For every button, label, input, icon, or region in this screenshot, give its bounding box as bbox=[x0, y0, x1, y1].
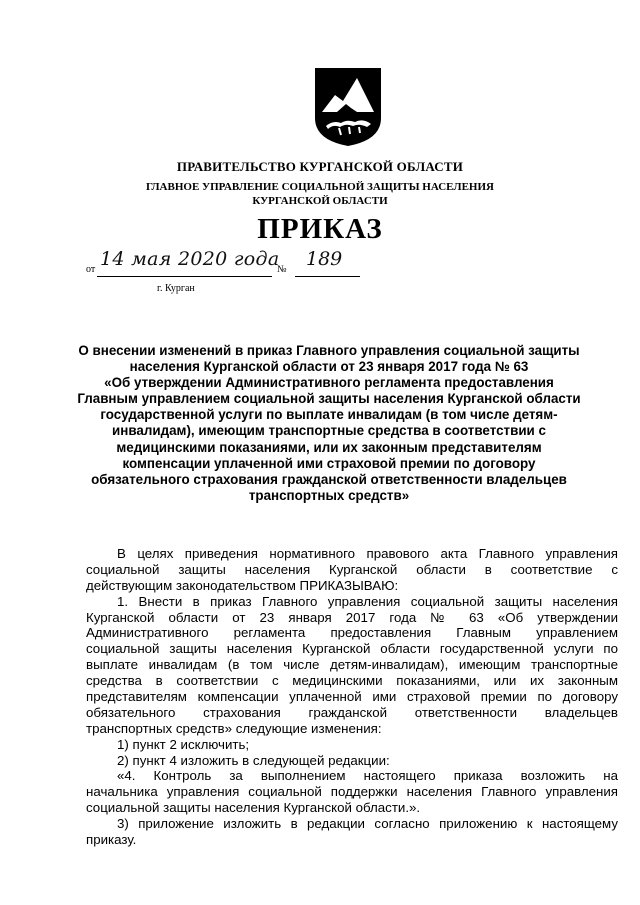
organization-name: ПРАВИТЕЛЬСТВО КУРГАНСКОЙ ОБЛАСТИ bbox=[176, 159, 464, 174]
department-line: ГЛАВНОЕ УПРАВЛЕНИЕ СОЦИАЛЬНОЙ ЗАЩИТЫ НАСЕЛЕНИЯ bbox=[146, 181, 494, 193]
order-title bbox=[74, 343, 584, 504]
order-body bbox=[86, 546, 618, 848]
body-line: действующим законодательством ПРИКАЗЫВАЮ: bbox=[86, 577, 399, 593]
department-line: КУРГАНСКОЙ ОБЛАСТИ bbox=[252, 195, 388, 207]
body-line: социальной защиты населения Курганской области государственной услуги по bbox=[86, 641, 618, 657]
number-underline bbox=[295, 276, 360, 277]
body-line: Административного регламента предоставления Главным управлением bbox=[86, 625, 618, 641]
body-line: Курганской области от 23 января 2017 года № 63 «Об утверждении bbox=[86, 609, 618, 625]
body-line: социальной защиты населения Курганской области.». bbox=[86, 800, 421, 816]
title-line: инвалидам), имеющим транспортные средства в соответствии с bbox=[112, 423, 546, 439]
body-line: 1. Внести в приказ Главного управления социальной защиты населения bbox=[117, 593, 618, 609]
title-line: медицинскими показаниями, или их законным представителям bbox=[116, 439, 542, 455]
title-line: компенсации уплаченной ими страховой премии по договору bbox=[122, 455, 536, 471]
number-prefix: № bbox=[277, 264, 287, 275]
title-line: Главным управлением социальной защиты населения Курганской области bbox=[77, 391, 581, 407]
body-line: «4. Контроль за выполнением настоящего приказа возложить на bbox=[117, 768, 618, 784]
body-line: В целях приведения нормативного правового акта Главного управления bbox=[117, 546, 618, 561]
title-line: транспортных средств» bbox=[248, 487, 410, 503]
title-line: населения Курганской области от 23 января 2017 года № 63 bbox=[129, 359, 529, 375]
body-line: 1) пункт 2 исключить; bbox=[117, 736, 250, 752]
city-name: г. Курган bbox=[157, 283, 195, 294]
body-line: средства в соответствии с медицинскими показаниями, или их законным bbox=[86, 673, 618, 689]
body-line: начальника управления социальной поддержки населения Главного управления bbox=[86, 784, 618, 800]
title-line: О внесении изменений в приказ Главного управления социальной защиты bbox=[78, 343, 580, 358]
body-line: представителям компенсации уплаченной ими страховой премии по договору bbox=[86, 689, 618, 705]
body-line: 2) пункт 4 изложить в следующей редакции: bbox=[117, 752, 390, 768]
title-line: государственной услуги по выплате инвалидам (в том числе детям- bbox=[100, 407, 558, 423]
body-line: социальной защиты населения Курганской области в соответствие с bbox=[86, 561, 618, 577]
body-line: 3) приложение изложить в редакции согласно приложению к настоящему bbox=[117, 816, 618, 832]
handwritten-date: 14 мая 2020 года bbox=[100, 248, 280, 270]
handwritten-number: 189 bbox=[306, 248, 343, 270]
title-line: «Об утверждении Административного регламента предоставления bbox=[104, 375, 554, 391]
date-underline bbox=[97, 276, 272, 277]
body-line: приказу. bbox=[86, 832, 137, 848]
date-prefix: от bbox=[86, 264, 96, 275]
coat-of-arms-icon bbox=[313, 66, 383, 148]
body-line: выплате инвалидам (в том числе детям-инвалидам), имеющим транспортные bbox=[86, 657, 618, 673]
title-line: обязательного страхования гражданской ответственности владельцев bbox=[91, 471, 567, 487]
body-line: обязательного страхования гражданской ответственности владельцев bbox=[86, 704, 618, 720]
document-type: ПРИКАЗ bbox=[257, 213, 383, 245]
body-line: транспортных средств» следующие изменения: bbox=[86, 720, 382, 736]
department-name bbox=[0, 180, 640, 208]
